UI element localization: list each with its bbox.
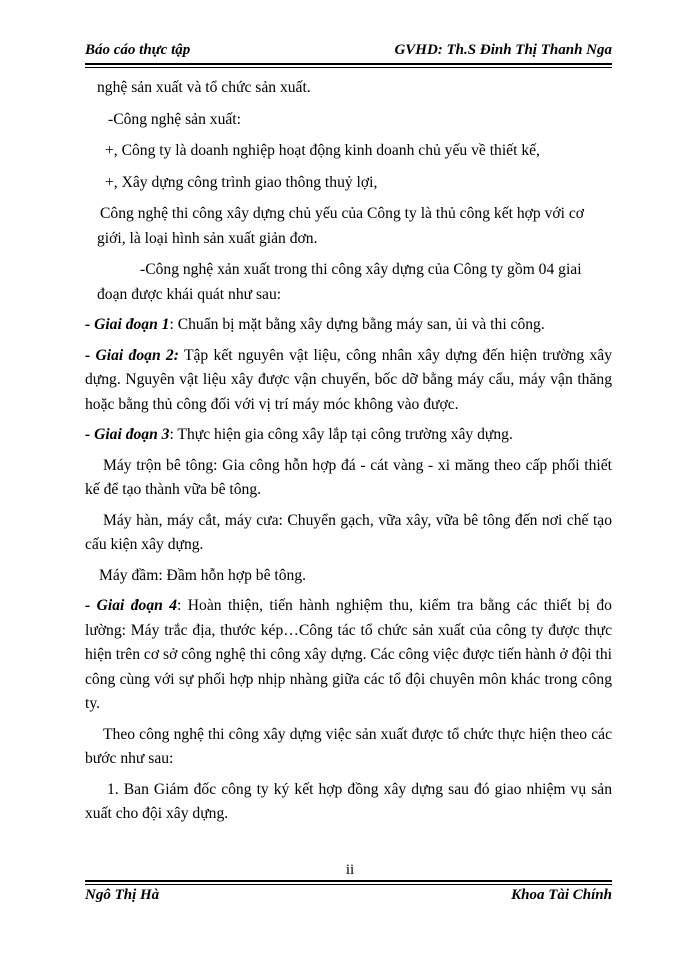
- paragraph: +, Công ty là doanh nghiệp hoạt động kinh doanh chủ yếu về thiết kế,: [105, 142, 540, 159]
- phase-4-paragraph: [85, 594, 612, 717]
- paragraph: -Công nghệ sản xuất:: [108, 110, 241, 128]
- paragraph: 1. Ban Giám đốc công ty ký kết hợp đồng xây dựng sau đó giao nhiệm vụ sản xuất cho đội xây dựng.: [85, 780, 612, 822]
- page-header: [85, 40, 612, 64]
- phase-2-paragraph: [85, 344, 612, 418]
- footer-department: Khoa Tài Chính: [511, 887, 612, 903]
- phase-1-paragraph: [85, 313, 612, 338]
- paragraph: Theo công nghệ thi công xây dựng việc sản xuất được tổ chức thực hiện theo các bước như sau:: [85, 725, 612, 767]
- footer-author: Ngô Thị Hà: [85, 887, 160, 903]
- header-supervisor: GVHD: Th.S Đinh Thị Thanh Nga: [394, 42, 612, 58]
- phase-2-text: Tập kết nguyên vật liệu, công nhân xây dựng đến hiện trường xây dựng. Nguyên vật liệu xây được vận chuyển, bốc dỡ bằng máy cẩu, máy vận thăng hoặc bằng thủ công đối với vị trí máy móc không vào được.: [85, 346, 613, 413]
- header-rule-thin: [85, 67, 612, 68]
- phase-1-text: : Chuẩn bị mặt bằng xây dựng bằng máy san, ủi và thi công.: [169, 316, 545, 333]
- page-footer: [85, 887, 612, 909]
- phase-3-label: - Giai đoạn 3: [85, 426, 170, 443]
- phase-3-paragraph: [85, 423, 612, 448]
- page-number: ii: [345, 862, 355, 878]
- header-report-title: Báo cáo thực tập: [85, 42, 191, 58]
- paragraph: Máy đầm: Đầm hỗn hợp bê tông.: [99, 566, 307, 584]
- document-body: [85, 76, 612, 827]
- paragraph: Máy hàn, máy cắt, máy cưa: Chuyển gạch, vữa xây, vữa bê tông đến nơi chế tạo cấu kiện xây dựng.: [85, 511, 612, 553]
- paragraph: Công nghệ thi công xây dựng chủ yếu của Công ty là thủ công kết hợp với cơ: [100, 205, 585, 222]
- paragraph: giới, là loại hình sản xuất giản đơn.: [97, 229, 318, 247]
- paragraph: đoạn được khái quát như sau:: [97, 285, 282, 303]
- footer-rule-thin: [85, 884, 612, 885]
- paragraph: +, Xây dựng công trình giao thông thuỷ lợi,: [105, 173, 378, 191]
- phase-4-label: - Giai đoạn 4: [85, 597, 178, 614]
- footer-rule-thick: [85, 880, 612, 882]
- phase-4-text: : Hoàn thiện, tiến hành nghiệm thu, kiểm tra bằng các thiết bị đo lường: Máy trắc địa, thước kép…Công tác tổ chức sản xuất của công ty được thực hiện trên cơ sở công nghệ thi công xây dựng. Các công việc được tiến hành ở đội thi công cùng với sự phối hợp nhịp nhàng giữa các tổ đội chuyên môn khác trong công ty.: [85, 597, 612, 712]
- paragraph: -Công nghệ xản xuất trong thi công xây dựng của Công ty gồm 04 giai: [140, 261, 582, 278]
- phase-1-label: - Giai đoạn 1: [85, 316, 170, 333]
- header-rule-thick: [85, 63, 612, 65]
- phase-3-text: : Thực hiện gia công xây lắp tại công trường xây dựng.: [169, 426, 513, 443]
- paragraph: nghệ sản xuất và tổ chức sản xuất.: [97, 79, 311, 96]
- phase-2-label: - Giai đoạn 2:: [85, 346, 179, 364]
- paragraph: Máy trộn bê tông: Gia công hỗn hợp đá - cát vàng - xi măng theo cấp phối thiết kế để tạo thành vữa bê tông.: [85, 456, 612, 498]
